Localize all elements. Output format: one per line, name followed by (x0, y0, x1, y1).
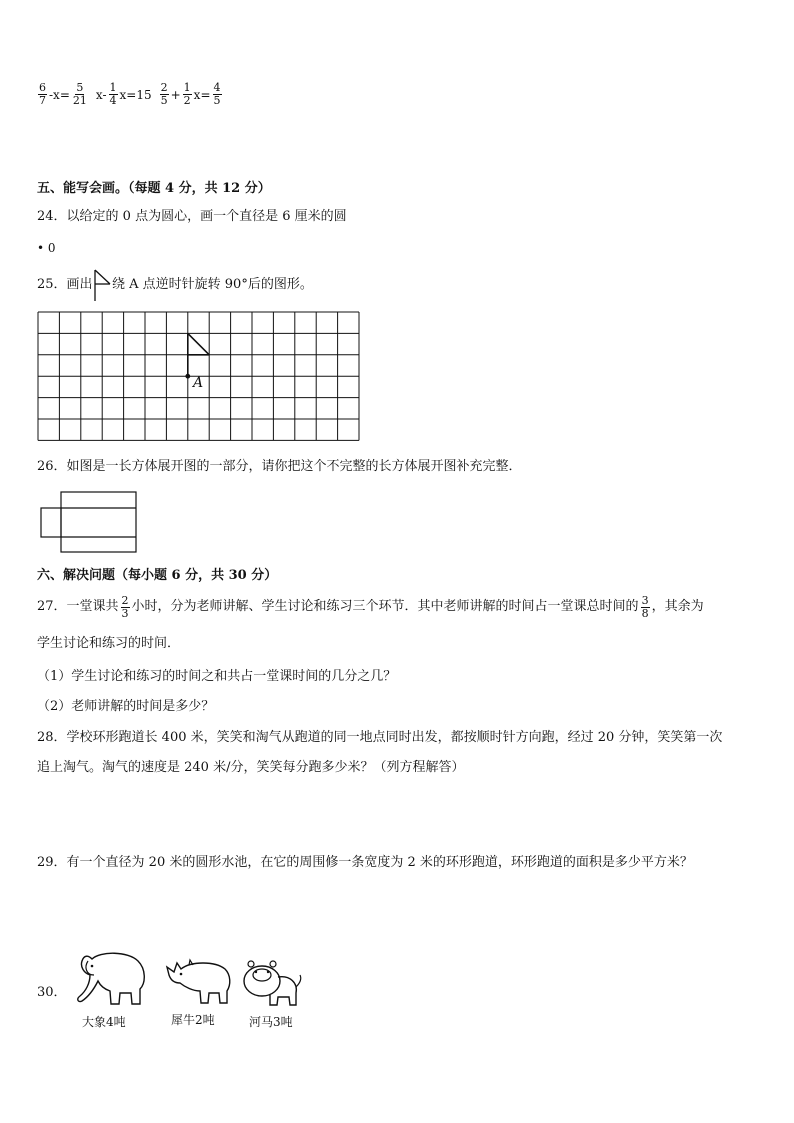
point-a-dot (185, 374, 190, 379)
fraction: $\frac{4}{5}$ (213, 81, 221, 107)
elephant-caption: 大象4吨 (82, 1015, 126, 1029)
fraction: $\frac{6}{7}$ (39, 81, 46, 107)
question-27-line2: 学生讨论和练习的时间． (37, 636, 181, 651)
question-29: 29．有一个直径为 20 米的圆形水池，在它的周围修一条宽度为 2 米的环形跑道，环形跑道的面积是多少平方米？ (37, 855, 693, 870)
question-25-pre: 25．画出 (37, 277, 93, 292)
flag-figure-line (188, 333, 209, 354)
cuboid-net-partial (40, 491, 140, 555)
fraction: $\frac{2}{5}$ (160, 81, 168, 107)
fraction: $\frac{1}{4}$ (109, 81, 117, 107)
section6-heading: 六、解决问题（每小题 6 分，共 30 分） (37, 568, 278, 583)
equation-row: $\frac{6}{7}$ -x= $\frac{5}{21}$ x- $\frac{1}{4}$ x=15 $\frac{2}{5}$ + $\frac{1}{2}$ x= $\frac{4}{5}$ (39, 81, 221, 107)
hippo-icon (240, 953, 304, 1011)
question-25-post: 绕 A 点逆时针旋转 90°后的图形。 (112, 277, 313, 292)
center-point-o: • 0 (37, 241, 56, 255)
question-26: 26．如图是一长方体展开图的一部分，请你把这个不完整的长方体展开图补充完整． (37, 459, 522, 474)
question-24: 24．以给定的 0 点为圆心，画一个直径是 6 厘米的圆 (37, 209, 347, 224)
question-27-sub2: （2）老师讲解的时间是多少？ (37, 699, 215, 714)
rhino-icon (165, 953, 233, 1007)
fraction: $\frac{1}{2}$ (183, 81, 191, 107)
question-28-line1: 28．学校环形跑道长 400 米，笑笑和淘气从跑道的同一地点同时出发，都按顺时针方向跑，经过 20 分钟，笑笑第一次 (37, 730, 723, 745)
section5-heading: 五、能写会画。（每题 4 分，共 12 分） (37, 181, 271, 196)
fraction: $\frac{2}{3}$ (121, 593, 129, 620)
rhino-caption: 犀牛2吨 (171, 1013, 215, 1027)
fraction: $\frac{5}{21}$ (72, 81, 87, 107)
flag-shape-icon (93, 270, 113, 302)
hippo-caption: 河马3吨 (249, 1015, 293, 1029)
question-27-line1: 27．一堂课共 $\frac{2}{3}$ 小时，分为老师讲解、学生讨论和练习三个环节．其中老师讲解的时间占一堂课总时间的 $\frac{3}{8}$ ，其余为 (37, 593, 704, 620)
elephant-icon (70, 949, 150, 1009)
question-30: 30． (37, 985, 67, 1000)
question-27-sub1: （1）学生讨论和练习的时间之和共占一堂课时间的几分之几？ (37, 669, 397, 684)
fraction: $\frac{3}{8}$ (641, 593, 649, 620)
question-28-line2: 追上淘气。淘气的速度是 240 米/分，笑笑每分跑多少米？（列方程解答） (37, 760, 465, 775)
grid-point-label: A (193, 375, 204, 391)
